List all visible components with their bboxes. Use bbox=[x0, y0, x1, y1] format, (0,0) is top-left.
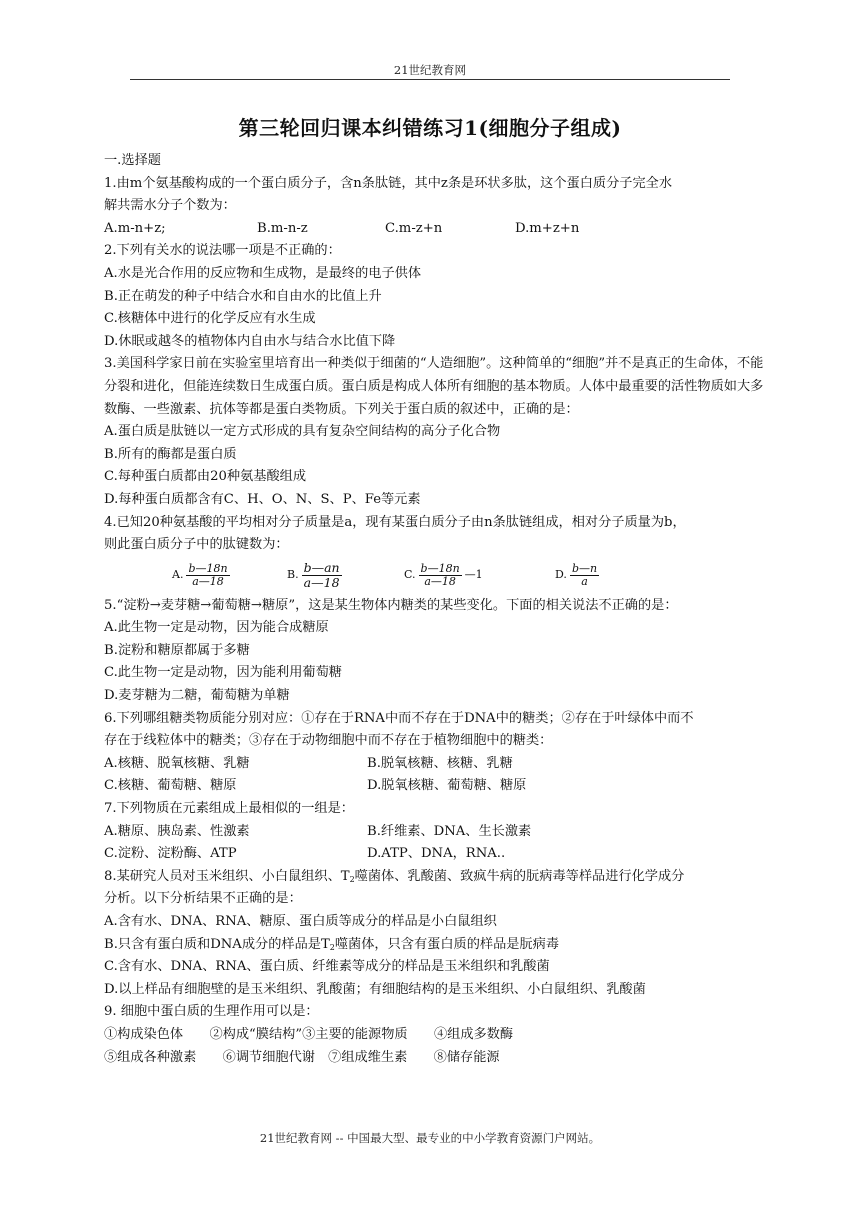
q8-stem-line1 bbox=[104, 866, 772, 889]
q8-stem-part1: 8.某研究人员对玉米组织、小白鼠组织、T bbox=[104, 868, 350, 884]
q6-option-a: A.核糖、脱氧核糖、乳糖 bbox=[104, 755, 250, 771]
q4-option-c-tail: —1 bbox=[464, 568, 483, 582]
q2-stem: 2.下列有关水的说法哪一项是不正确的： bbox=[104, 243, 341, 259]
q8-option-b-part2: 噬菌体，只含有蛋白质的样品是朊病毒 bbox=[334, 936, 560, 952]
q8-option-a: A.含有水、DNA、RNA、糖原、蛋白质等成分的样品是小白鼠组织 bbox=[104, 914, 497, 929]
fraction-numerator: b—an bbox=[303, 560, 340, 576]
q1-options bbox=[104, 218, 772, 241]
subscript: 2 bbox=[349, 874, 355, 884]
q5-option-b: B.淀粉和糖原都属于多糖 bbox=[104, 642, 250, 658]
q1-stem-line2: 解共需水分子个数为： bbox=[104, 198, 236, 214]
q1-option-a: A.m-n+z; bbox=[104, 220, 166, 236]
q4-option-c-label: C. bbox=[404, 568, 416, 582]
q1-option-c: C.m-z+n bbox=[385, 220, 443, 236]
fraction-denominator: a bbox=[581, 575, 588, 589]
section-heading: 一.选择题 bbox=[104, 153, 161, 168]
q4-option-c-fraction bbox=[419, 563, 462, 588]
q2-option-a: A.水是光合作用的反应物和生成物，是最终的电子供体 bbox=[104, 265, 422, 281]
q3-option-b: B.所有的酶都是蛋白质 bbox=[104, 446, 237, 462]
q6-option-c: C.核糖、葡萄糖、糖原 bbox=[104, 778, 237, 794]
q3-option-a: A.蛋白质是肽链以一定方式形成的具有复杂空间结构的高分子化合物 bbox=[104, 424, 501, 440]
q1-option-b: B.m-n-z bbox=[257, 220, 308, 236]
q4-option-a bbox=[172, 563, 287, 588]
q4-option-b-label: B. bbox=[287, 568, 299, 582]
q4-option-c bbox=[404, 563, 555, 588]
fraction-denominator: a—18 bbox=[424, 575, 456, 589]
q1-stem-line1: 1.由m个氨基酸构成的一个蛋白质分子，含n条肽链，其中z条是环状多肽，这个蛋白质分子完全水 bbox=[104, 175, 673, 191]
document-title: 第三轮回归课本纠错练习1(细胞分子组成) bbox=[238, 116, 622, 140]
fraction-numerator: b—18n bbox=[420, 562, 460, 576]
q8-option-b-part1: B.只含有蛋白质和DNA成分的样品是T bbox=[104, 936, 330, 952]
q8-option-c: C.含有水、DNA、RNA、蛋白质、纤维素等成分的样品是玉米组织和乳酸菌 bbox=[104, 959, 550, 975]
q4-option-b bbox=[287, 561, 404, 590]
q4-option-d-label: D. bbox=[555, 568, 567, 582]
q9-items-line2: ⑤组成各种激素 ⑥调节细胞代谢 ⑦组成维生素 ⑧储存能源 bbox=[104, 1049, 500, 1065]
q6-option-d: D.脱氧核糖、葡萄糖、糖原 bbox=[367, 778, 527, 794]
fraction-denominator: a—18 bbox=[303, 575, 340, 591]
q6-options-row1 bbox=[104, 753, 772, 776]
q5-option-c: C.此生物一定是动物，因为能利用葡萄糖 bbox=[104, 665, 342, 681]
q8-option-d: D.以上样品有细胞壁的是玉米组织、乳酸菌；有细胞结构的是玉米组织、小白鼠组织、乳酸菌 bbox=[104, 981, 646, 997]
q3-option-c: C.每种蛋白质都由20种氨基酸组成 bbox=[104, 469, 307, 485]
q7-options-row1 bbox=[104, 821, 772, 844]
fraction-numerator: b—18n bbox=[188, 562, 228, 576]
q5-option-a: A.此生物一定是动物，因为能合成糖原 bbox=[104, 620, 329, 636]
subscript: 2 bbox=[329, 942, 335, 952]
q2-option-c: C.核糖体中进行的化学反应有水生成 bbox=[104, 311, 316, 327]
q6-option-b: B.脱氧核糖、核糖、乳糖 bbox=[367, 755, 513, 771]
fraction-denominator: a—18 bbox=[192, 575, 224, 589]
page-footer: 21世纪教育网 -- 中国最大型、最专业的中小学教育资源门户网站。 bbox=[259, 1131, 601, 1145]
q7-option-b: B.纤维素、DNA、生长激素 bbox=[367, 823, 532, 839]
q7-option-a: A.糖原、胰岛素、性激素 bbox=[104, 823, 250, 839]
q4-option-d bbox=[555, 563, 599, 588]
q5-stem: 5.“淀粉→麦芽糖→葡萄糖→糖原”，这是某生物体内糖类的某些变化。下面的相关说法不正确的是： bbox=[104, 597, 678, 613]
q9-stem: 9. 细胞中蛋白质的生理作用可以是： bbox=[104, 1004, 319, 1020]
q1-option-d: D.m+z+n bbox=[515, 220, 580, 236]
q4-stem-line2: 则此蛋白质分子中的肽键数为： bbox=[104, 537, 289, 553]
q6-stem-line2: 存在于线粒体中的糖类；③存在于动物细胞中而不存在于植物细胞中的糖类： bbox=[104, 733, 553, 749]
q4-option-a-fraction bbox=[186, 563, 229, 588]
q7-options-row2 bbox=[104, 843, 772, 866]
q7-option-d: D.ATP、DNA，RNA.. bbox=[367, 846, 506, 862]
q2-option-b: B.正在萌发的种子中结合水和自由水的比值上升 bbox=[104, 288, 382, 304]
q4-options bbox=[172, 559, 772, 593]
question-list bbox=[104, 150, 772, 1069]
q9-items-line1: ①构成染色体 ②构成“膜结构”③主要的能源物质 ④组成多数酶 bbox=[104, 1026, 514, 1042]
q6-stem-line1: 6.下列哪组糖类物质能分别对应：①存在于RNA中而不存在于DNA中的糖类；②存在于叶绿体中而不 bbox=[104, 710, 694, 726]
q4-option-a-label: A. bbox=[172, 568, 184, 582]
q3-option-d: D.每种蛋白质都含有C、H、O、N、S、P、Fe等元素 bbox=[104, 491, 421, 507]
header-divider bbox=[130, 79, 730, 80]
q7-option-c: C.淀粉、淀粉酶、ATP bbox=[104, 846, 237, 862]
q8-stem-line2: 分析。以下分析结果不正确的是： bbox=[104, 891, 302, 907]
q6-options-row2 bbox=[104, 775, 772, 798]
q8-stem-part2: 噬菌体、乳酸菌、致疯牛病的朊病毒等样品进行化学成分 bbox=[354, 868, 685, 884]
q5-option-d: D.麦芽糖为二糖，葡萄糖为单糖 bbox=[104, 688, 290, 704]
q4-option-d-fraction bbox=[570, 563, 599, 588]
q4-option-b-fraction bbox=[302, 561, 342, 590]
fraction-numerator: b—n bbox=[571, 562, 598, 576]
q4-stem-line1: 4.已知20种氨基酸的平均相对分子质量是a，现有某蛋白质分子由n条肽链组成，相对分子质量为b， bbox=[104, 514, 686, 530]
q7-stem: 7.下列物质在元素组成上最相似的一组是： bbox=[104, 801, 354, 817]
q2-option-d: D.休眠或越冬的植物体内自由水与结合水比值下降 bbox=[104, 333, 396, 349]
q3-stem: 3.美国科学家日前在实验室里培育出一种类似于细菌的“人造细胞”。这种简单的“细胞”并不是真正的生命体，不能分裂和进化，但能连续数日生成蛋白质。蛋白质是构成人体所有细胞的基本物质。人体中最重要的活性物质如大多数酶、一些激素、抗体等都是蛋白类物质。下列关于蛋白质的叙述中，正确的是： bbox=[104, 356, 764, 417]
page-header: 21世纪教育网 bbox=[393, 63, 467, 77]
q8-option-b bbox=[104, 934, 772, 957]
